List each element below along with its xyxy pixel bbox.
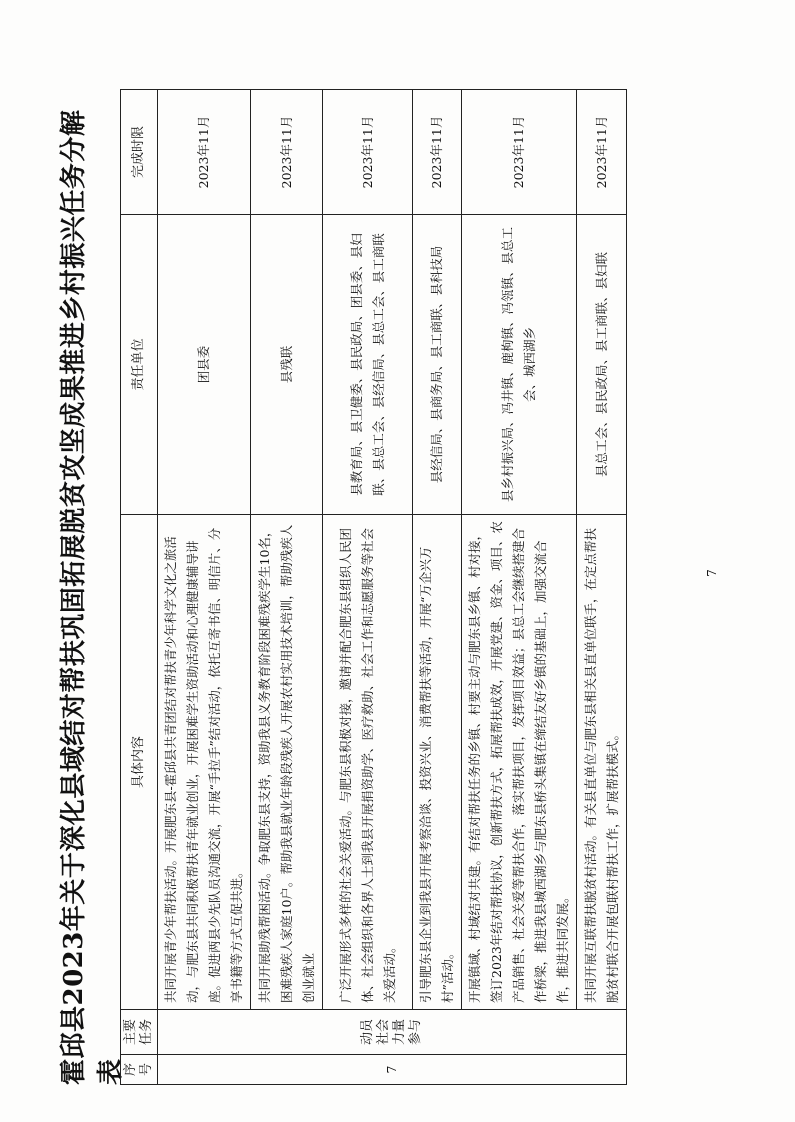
group-task: 动员社会力量参与 [158,1010,627,1055]
header-time: 完成时限 [121,90,158,215]
table-row [462,90,577,1085]
row-unit: 县教育局、县卫健委、县民政局、团县委、县妇联、县总工会、县经信局、县总工会、县工商联 [323,215,413,515]
task-table [120,89,627,1085]
table-row [158,90,251,1085]
row-content: 共同开展互联帮扶脱贫村活动。有关县直单位与肥东县相关县直单位联手，在定点帮扶脱贫村联合开展包联村帮扶工作，扩展帮扶模式。 [577,515,627,1010]
row-time: 2023年11月 [413,90,462,215]
row-time: 2023年11月 [158,90,251,215]
row-time: 2023年11月 [577,90,627,215]
header-task: 主要任务 [121,1010,158,1055]
table-row [251,90,323,1085]
row-time: 2023年11月 [323,90,413,215]
row-content: 开展镇域、村域结对共建。有结对帮扶任务的乡镇、村要主动与肥东县乡镇、村对接，签订2023年结对帮扶协议，创新帮扶方式，拓展帮扶成效，开展党建、资金、项目、农产品销售、社会关爱等帮扶合作，落实帮扶项目，发挥项目效益；县总工会继续搭建合作桥梁，推进我县城西湖乡与肥东县桥头集镇在缔结友好乡镇的基础上，加强交流合作，推进共同发展。 [462,515,577,1010]
table-row [323,90,413,1085]
row-time: 2023年11月 [251,90,323,215]
row-time: 2023年11月 [462,90,577,215]
row-unit: 县乡村振兴局、冯井镇、鹿枸镇、冯瓴镇、县总工会、城西湖乡 [462,215,577,515]
header-unit: 责任单位 [121,215,158,515]
row-content: 广泛开展形式多样的社会关爱活动。与肥东县积极对接，邀请并配合肥东县组织人民团体、社会组织和各界人士到我县开展捐资助学、医疗救助、社会工作和志愿服务等社会关爱活动。 [323,515,413,1010]
row-unit: 县总工会、县民政局、县工商联、县妇联 [577,215,627,515]
row-content: 共同开展青少年帮扶活动。开展肥东县-霍邱县共青团结对帮扶青少年科学文化之旅活动，与肥东县共同积极帮扶青年就业创业，开展困难学生资助活动和心理健康辅导讲座。促进两县少先队员沟通交流，开展“手拉手”结对活动，依托互寄书信、明信片、分享书籍等方式互促共进。 [158,515,251,1010]
document-title: 霍邱县2023年关于深化县域结对帮扶巩固拓展脱贫攻坚成果推进乡村振兴任务分解表 [59,109,126,1085]
page-number: 7 [704,569,719,577]
table-row [413,90,462,1085]
row-content: 共同开展助残帮困活动。争取肥东县支持，资助我县义务教育阶段困难残疾学生10名，困难残疾人家庭10户。帮助我县就业年龄段残疾人开展农村实用技术培训，帮助残疾人创业就业 [251,515,323,1010]
row-unit: 团县委 [158,215,251,515]
header-content: 具体内容 [121,515,158,1010]
row-content: 引导肥东县企业到我县开展考察洽谈、投资兴业、消费帮扶等活动，开展“万企兴万村”活动。 [413,515,462,1010]
table-header-row [121,90,158,1085]
row-unit: 县残联 [251,215,323,515]
row-unit: 县经信局、县商务局、县工商联、县科技局 [413,215,462,515]
rotated-content [59,90,620,1085]
group-number: 7 [158,1055,627,1085]
header-no: 序号 [121,1055,158,1085]
table-row [577,90,627,1085]
